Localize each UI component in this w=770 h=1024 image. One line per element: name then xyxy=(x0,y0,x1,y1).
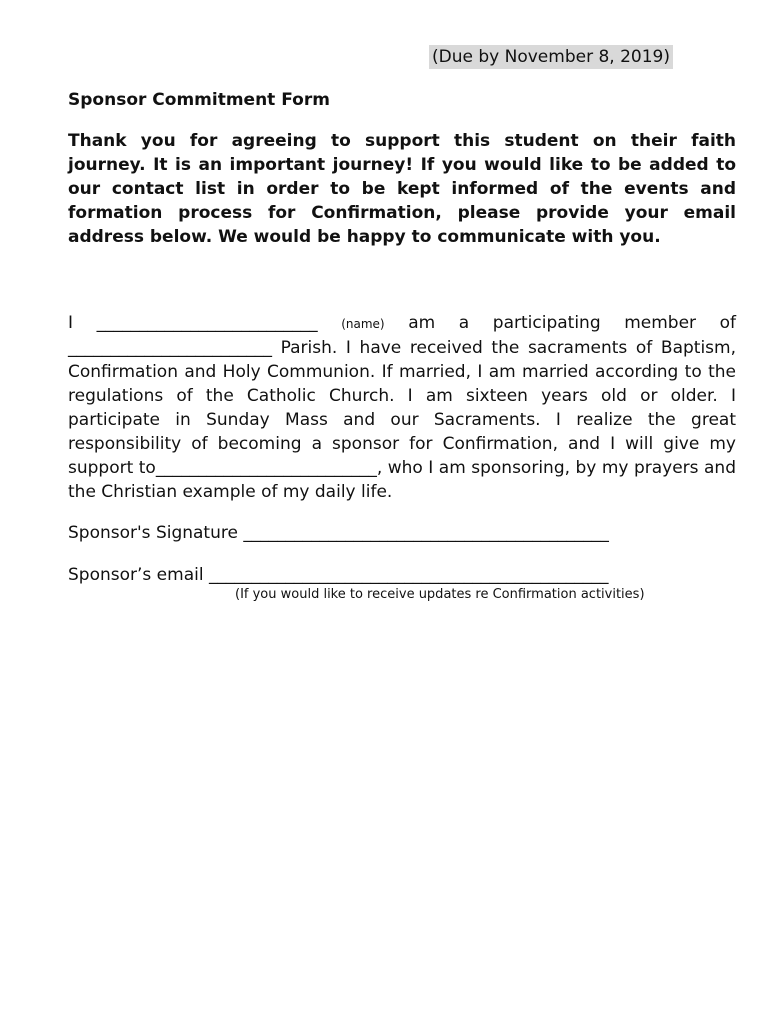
pledge-paragraph xyxy=(68,311,736,504)
pledge-text-rest: am a participating member of ________________________ Parish. I have received the sacraments of Baptism, Confirmation and Holy Communion. If married, I am married according to the regulations of the Catholic Church. I am sixteen years old or older. I participate in Sunday Mass and our Sacraments. I realize the great responsibility of becoming a sponsor for Confirmation, and I will give my support to__________________________, who I am sponsoring, by my prayers and the Christian example of my daily life. xyxy=(68,313,736,502)
email-note: (If you would like to receive updates re Confirmation activities) xyxy=(235,587,645,602)
sponsor-email-line: Sponsor’s email _______________________________________________ xyxy=(68,565,609,585)
due-date: (Due by November 8, 2019) xyxy=(429,45,673,69)
sponsor-signature-line: Sponsor's Signature ___________________________________________ xyxy=(68,523,609,543)
pledge-text-start: I __________________________ xyxy=(68,313,342,333)
name-hint: (name) xyxy=(341,317,385,331)
form-title: Sponsor Commitment Form xyxy=(68,90,330,110)
intro-paragraph: Thank you for agreeing to support this student on their faith journey. It is an important journey! If you would like to be added to our contact list in order to be kept informed of the events and formation process for Confirmation, please provide your email address below. We would be happy to communicate with you. xyxy=(68,131,736,247)
